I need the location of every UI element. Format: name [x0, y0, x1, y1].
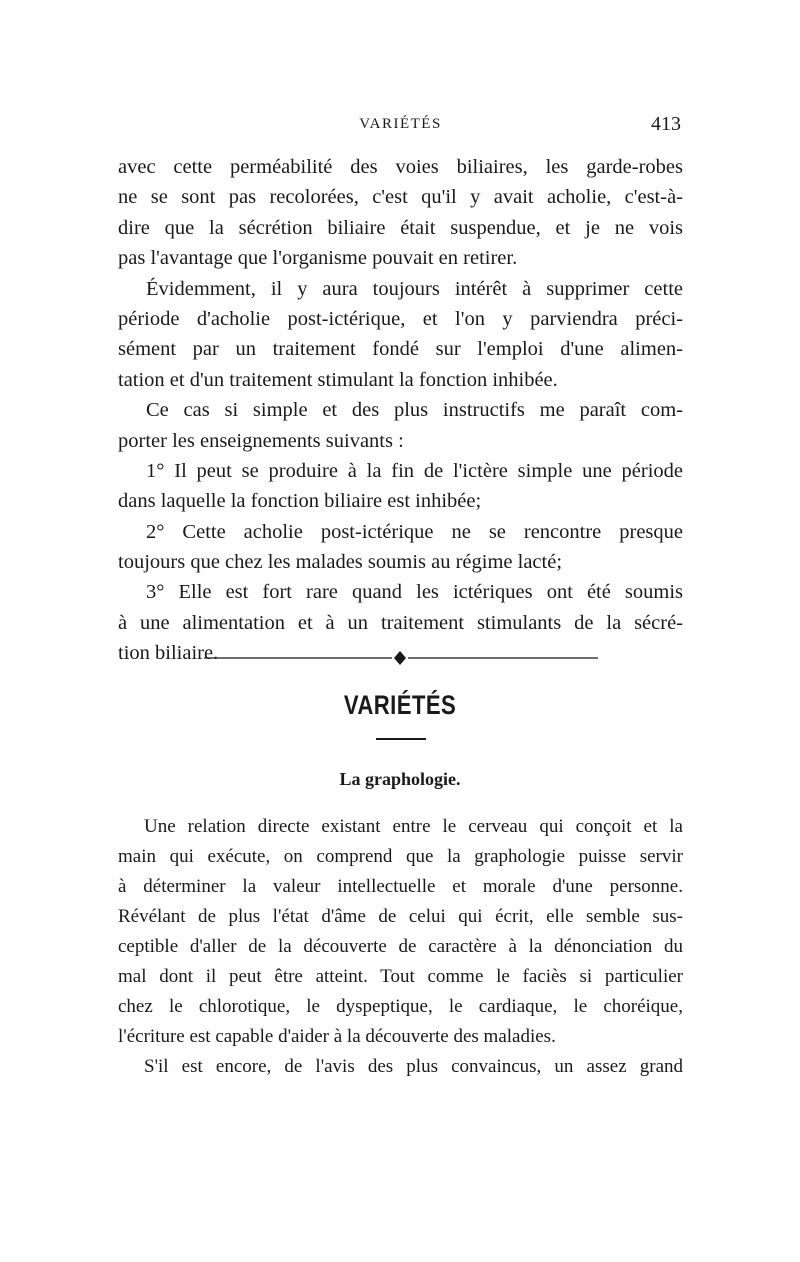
text-line: main qui exécute, on comprend que la graphologie puisse servir — [118, 846, 683, 867]
text-line: toujours que chez les malades soumis au régime lacté; — [118, 551, 563, 574]
text-line: sément par un traitement fondé sur l'emploi d'une alimen- — [118, 338, 683, 361]
text-line: S'il est encore, de l'avis des plus convaincus, un assez grand — [144, 1056, 683, 1077]
text-line: Une relation directe existant entre le cerveau qui conçoit et la — [144, 816, 683, 837]
text-line: dire que la sécrétion biliaire était suspendue, et je ne vois — [118, 216, 683, 239]
text-line: ne se sont pas recolorées, c'est qu'il y avait acholie, c'est-à- — [118, 186, 683, 209]
text-line: 2° Cette acholie post-ictérique ne se rencontre presque — [146, 520, 683, 543]
text-line: 1° Il peut se produire à la fin de l'ictère simple une période — [146, 459, 683, 482]
text-line: période d'acholie post-ictérique, et l'on y parviendra préci- — [118, 307, 683, 330]
page-number: 413 — [651, 113, 681, 135]
text-line: à une alimentation et à un traitement stimulants de la sécré- — [118, 611, 683, 634]
diamond-ornament-icon — [394, 651, 406, 665]
running-head — [118, 113, 683, 137]
text-line: Évidemment, il y aura toujours intérêt à supprimer cette — [146, 277, 683, 300]
running-title: VARIÉTÉS — [359, 116, 442, 132]
text-line: tation et d'un traitement stimulant la fonction inhibée. — [118, 368, 558, 391]
text-line: dans laquelle la fonction biliaire est inhibée; — [118, 490, 482, 513]
text-line: à déterminer la valeur intellectuelle et morale d'une personne. — [118, 876, 683, 897]
subsection-title: La graphologie. — [339, 769, 461, 789]
text-line: chez le chlorotique, le dyspeptique, le cardiaque, le choréique, — [118, 996, 683, 1017]
text-line: porter les enseignements suivants : — [118, 429, 404, 452]
section-title: VARIÉTÉS — [343, 690, 457, 720]
title-underline — [376, 738, 426, 740]
text-line: l'écriture est capable d'aider à la découverte des maladies. — [118, 1026, 556, 1047]
text-line: mal dont il peut être atteint. Tout comme le faciès si particulier — [118, 966, 683, 987]
paragraphs-section-2 — [118, 812, 683, 1082]
text-line: avec cette perméabilité des voies biliaires, les garde-robes — [118, 156, 683, 178]
text-line: Révélant de plus l'état d'âme de celui qui écrit, elle semble sus- — [118, 906, 683, 927]
text-line: pas l'avantage que l'organisme pouvait en retirer. — [118, 247, 518, 270]
text-line: Ce cas si simple et des plus instructifs me paraît com- — [146, 399, 683, 422]
text-line: 3° Elle est fort rare quand les ictériques ont été soumis — [146, 581, 683, 604]
ornamental-divider — [0, 648, 800, 668]
paragraphs-section-1 — [118, 152, 683, 669]
text-line: ceptible d'aller de la découverte de caractère à la dénonciation du — [118, 936, 683, 957]
text-line: tion biliaire. — [118, 642, 219, 665]
